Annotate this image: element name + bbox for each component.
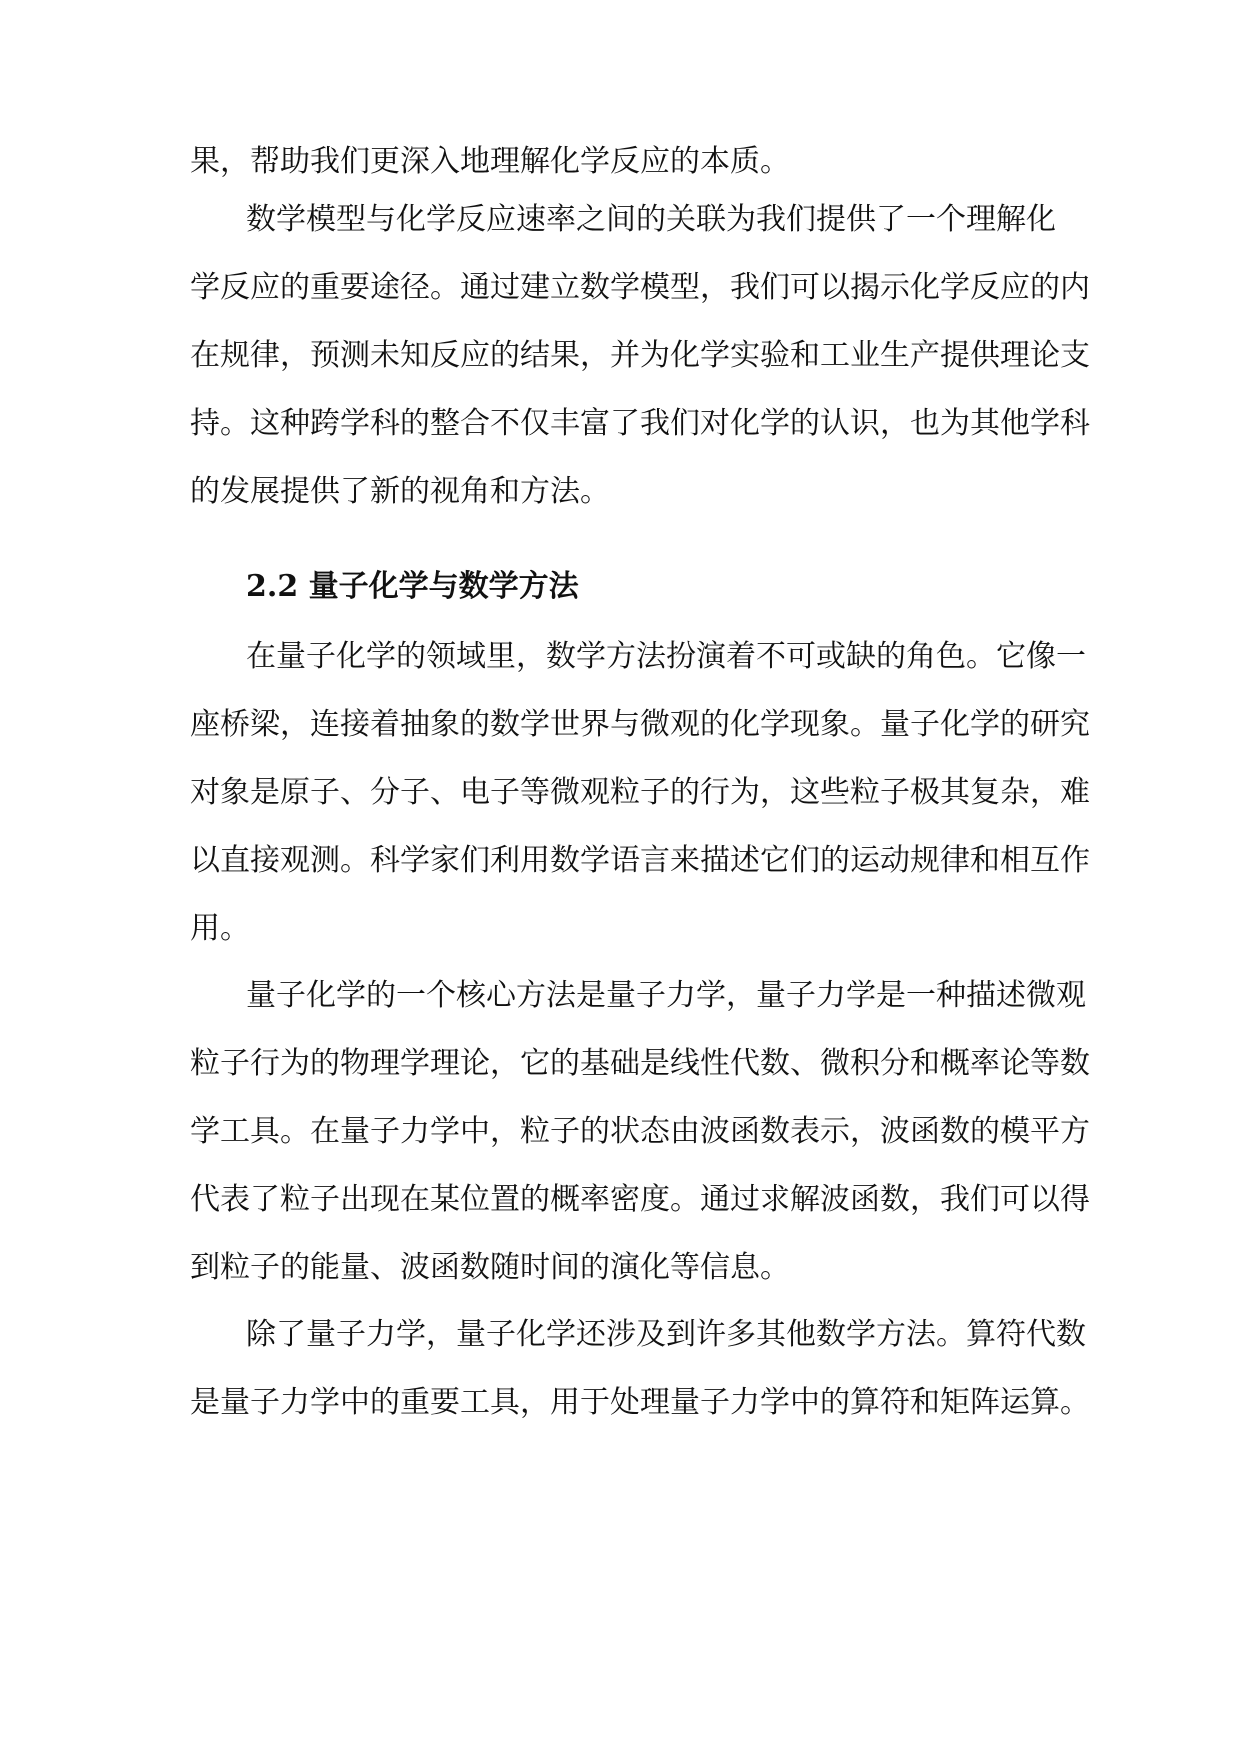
paragraph-line: 果，帮助我们更深入地理解化学反应的本质。 bbox=[190, 144, 790, 179]
paragraph-line: 除了量子力学，量子化学还涉及到许多其他数学方法。算符代数 bbox=[246, 1317, 1086, 1352]
paragraph-line: 代表了粒子出现在某位置的概率密度。通过求解波函数，我们可以得 bbox=[190, 1182, 1090, 1217]
paragraph-line: 用。 bbox=[190, 911, 250, 946]
paragraph-line: 数学模型与化学反应速率之间的关联为我们提供了一个理解化 bbox=[246, 202, 1056, 237]
section-heading: 2.2 量子化学与数学方法 bbox=[246, 569, 579, 604]
paragraph-line: 以直接观测。科学家们利用数学语言来描述它们的运动规律和相互作 bbox=[190, 843, 1090, 878]
paragraph-line: 的发展提供了新的视角和方法。 bbox=[190, 474, 610, 509]
paragraph-line: 粒子行为的物理学理论，它的基础是线性代数、微积分和概率论等数 bbox=[190, 1046, 1090, 1081]
paragraph-line: 是量子力学中的重要工具，用于处理量子力学中的算符和矩阵运算。 bbox=[190, 1385, 1090, 1420]
paragraph-line: 到粒子的能量、波函数随时间的演化等信息。 bbox=[190, 1250, 790, 1285]
paragraph-line: 在规律，预测未知反应的结果，并为化学实验和工业生产提供理论支 bbox=[190, 338, 1090, 373]
paragraph-line: 持。这种跨学科的整合不仅丰富了我们对化学的认识，也为其他学科 bbox=[190, 406, 1090, 441]
paragraph-line: 量子化学的一个核心方法是量子力学，量子力学是一种描述微观 bbox=[246, 978, 1086, 1013]
paragraph-line: 学反应的重要途径。通过建立数学模型，我们可以揭示化学反应的内 bbox=[190, 270, 1090, 305]
paragraph-line: 学工具。在量子力学中，粒子的状态由波函数表示，波函数的模平方 bbox=[190, 1114, 1090, 1149]
paragraph-line: 对象是原子、分子、电子等微观粒子的行为，这些粒子极其复杂，难 bbox=[190, 775, 1090, 810]
paragraph-line: 在量子化学的领域里，数学方法扮演着不可或缺的角色。它像一 bbox=[246, 639, 1086, 674]
paragraph-line: 座桥梁，连接着抽象的数学世界与微观的化学现象。量子化学的研究 bbox=[190, 707, 1090, 742]
